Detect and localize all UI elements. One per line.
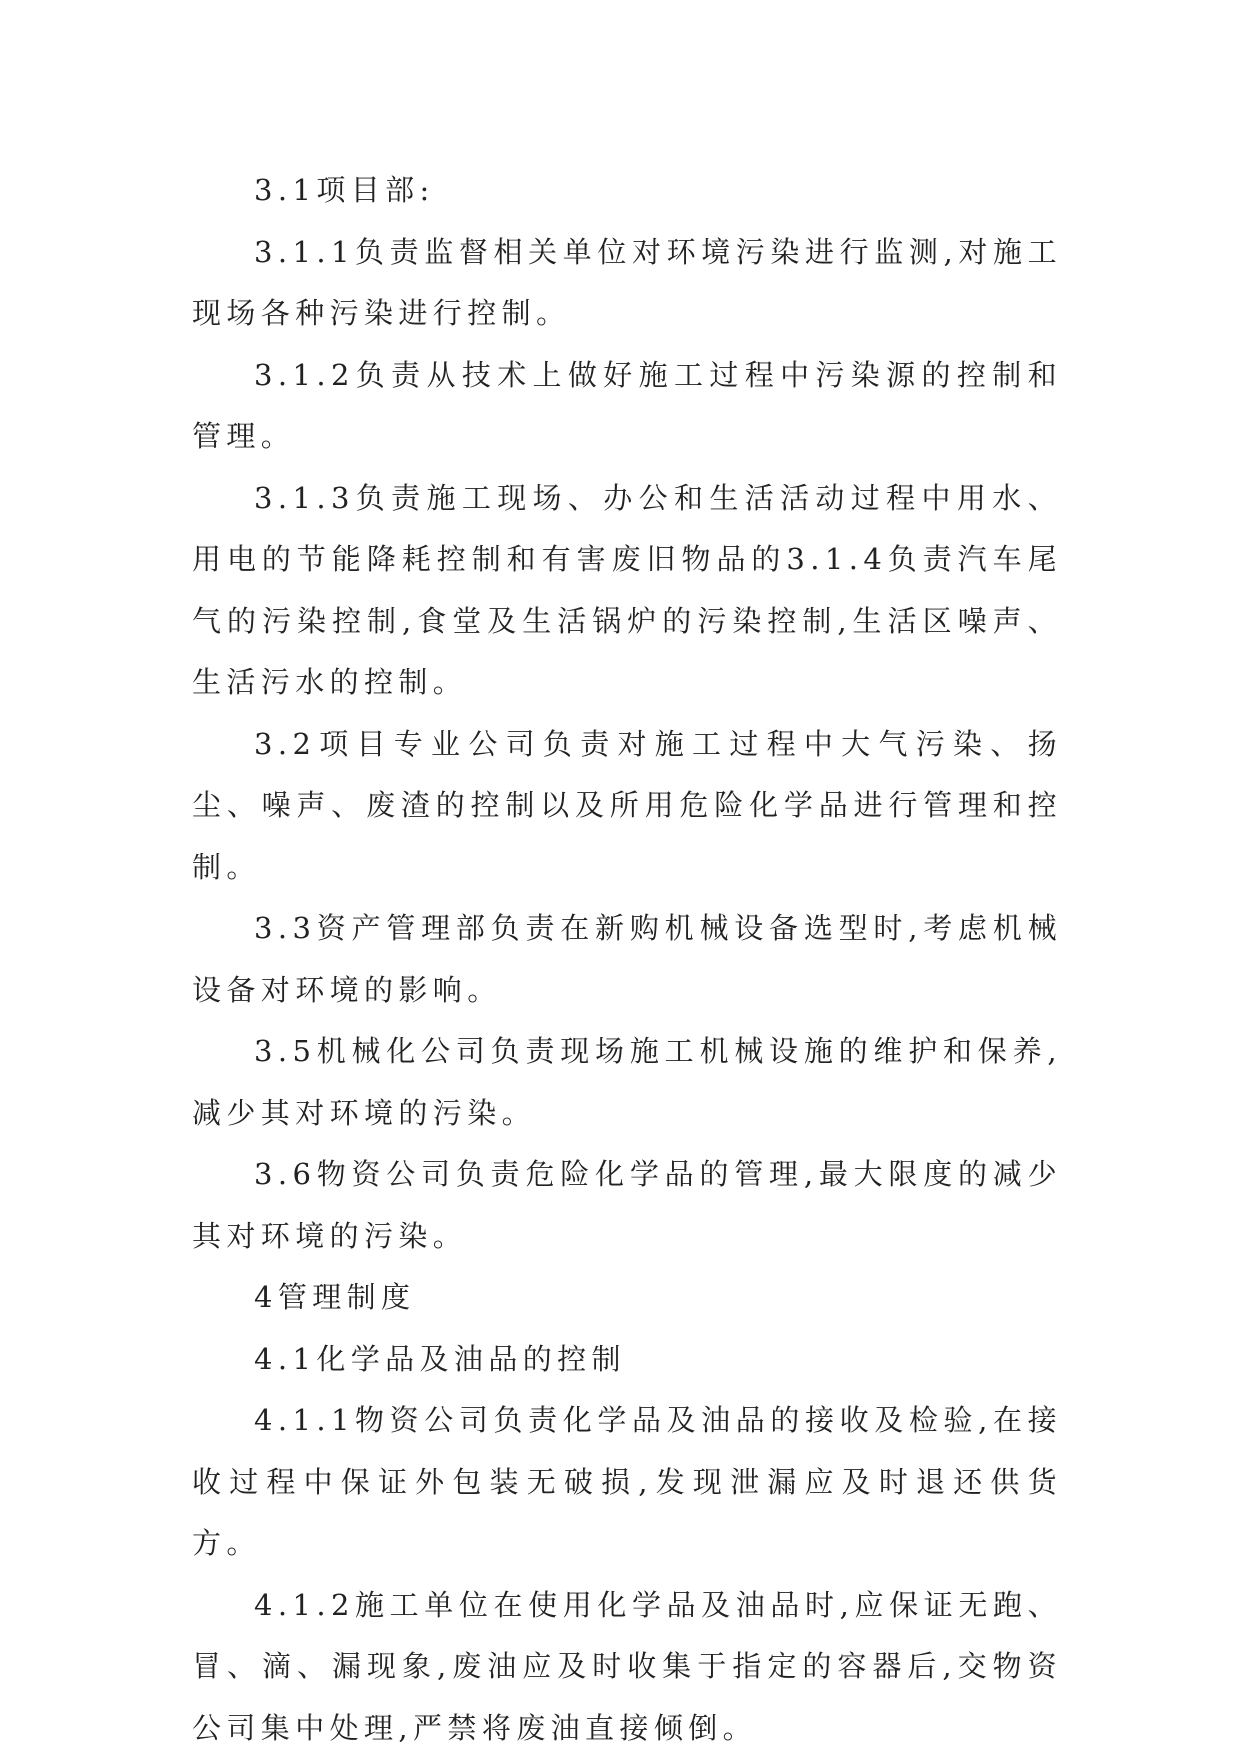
paragraph-3-1-3: 3.1.3负责施工现场、办公和生活活动过程中用水、用电的节能降耗控制和有害废旧物品的3.1.4负责汽车尾气的污染控制,食堂及生活锅炉的污染控制,生活区噪声、生活污水的控制。: [192, 468, 1062, 714]
paragraph-3-1: 3.1项目部:: [192, 160, 1062, 222]
paragraph-3-3: 3.3资产管理部负责在新购机械设备选型时,考虑机械设备对环境的影响。: [192, 898, 1062, 1021]
paragraph-3-1-2: 3.1.2负责从技术上做好施工过程中污染源的控制和管理。: [192, 345, 1062, 468]
document-body: [192, 160, 1062, 1759]
paragraph-4-1-1: 4.1.1物资公司负责化学品及油品的接收及检验,在接收过程中保证外包装无破损,发现泄漏应及时退还供货方。: [192, 1390, 1062, 1575]
paragraph-3-6: 3.6物资公司负责危险化学品的管理,最大限度的减少其对环境的污染。: [192, 1144, 1062, 1267]
subsection-heading-4-1: 4.1化学品及油品的控制: [192, 1329, 1062, 1391]
paragraph-3-1-1: 3.1.1负责监督相关单位对环境污染进行监测,对施工现场各种污染进行控制。: [192, 222, 1062, 345]
paragraph-3-2: 3.2项目专业公司负责对施工过程中大气污染、扬尘、噪声、废渣的控制以及所用危险化学品进行管理和控制。: [192, 714, 1062, 899]
section-heading-4: 4管理制度: [192, 1267, 1062, 1329]
paragraph-3-5: 3.5机械化公司负责现场施工机械设施的维护和保养,减少其对环境的污染。: [192, 1021, 1062, 1144]
paragraph-4-1-2: 4.1.2施工单位在使用化学品及油品时,应保证无跑、冒、滴、漏现象,废油应及时收集于指定的容器后,交物资公司集中处理,严禁将废油直接倾倒。: [192, 1575, 1062, 1759]
